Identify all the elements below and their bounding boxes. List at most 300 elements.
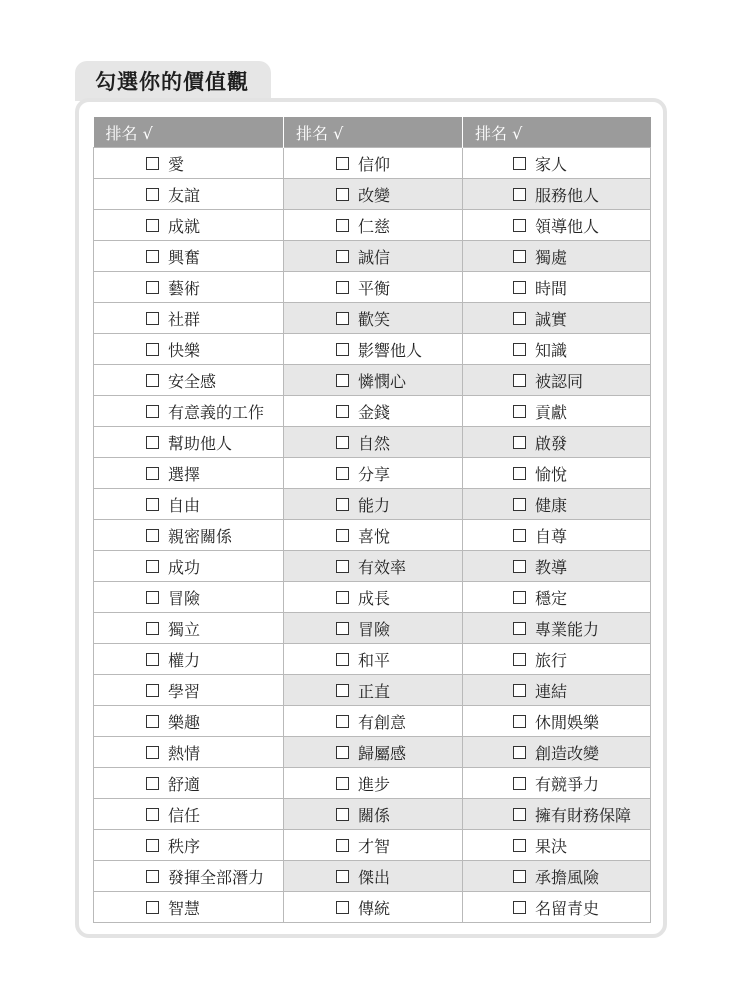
value-item xyxy=(94,613,283,643)
value-item xyxy=(284,241,462,271)
value-label: 被認同 xyxy=(535,371,584,391)
checkbox[interactable] xyxy=(146,436,159,449)
checkbox[interactable] xyxy=(146,839,159,852)
value-label: 進步 xyxy=(358,774,391,794)
checkbox[interactable] xyxy=(146,281,159,294)
value-cell xyxy=(463,489,651,520)
value-cell xyxy=(94,830,284,861)
value-item xyxy=(463,768,650,798)
table-row xyxy=(94,272,651,303)
checkbox[interactable] xyxy=(146,560,159,573)
value-item xyxy=(94,644,283,674)
value-label: 發揮全部潛力 xyxy=(168,867,265,887)
value-item xyxy=(463,520,650,550)
table-row xyxy=(94,768,651,799)
value-cell xyxy=(284,706,463,737)
value-cell xyxy=(463,892,651,923)
value-label: 信仰 xyxy=(358,154,391,174)
checkbox[interactable] xyxy=(336,901,349,914)
value-item xyxy=(94,427,283,457)
value-item xyxy=(94,706,283,736)
value-item xyxy=(284,675,462,705)
value-label: 興奮 xyxy=(168,247,201,267)
table-row xyxy=(94,365,651,396)
value-item xyxy=(284,458,462,488)
value-item xyxy=(463,458,650,488)
checkbox[interactable] xyxy=(146,467,159,480)
value-label: 貢獻 xyxy=(535,402,568,422)
checkbox[interactable] xyxy=(513,374,526,387)
value-cell xyxy=(94,148,284,179)
value-label: 社群 xyxy=(168,309,201,329)
value-item xyxy=(463,241,650,271)
value-cell xyxy=(94,427,284,458)
value-label: 才智 xyxy=(358,836,391,856)
checkbox[interactable] xyxy=(336,312,349,325)
value-label: 友誼 xyxy=(168,185,201,205)
value-label: 果決 xyxy=(535,836,568,856)
table-row xyxy=(94,148,651,179)
value-item xyxy=(94,396,283,426)
value-cell xyxy=(463,613,651,644)
value-label: 快樂 xyxy=(168,340,201,360)
checkbox[interactable] xyxy=(336,560,349,573)
value-cell xyxy=(463,520,651,551)
checkbox[interactable] xyxy=(336,529,349,542)
value-cell xyxy=(284,675,463,706)
value-cell xyxy=(284,830,463,861)
value-label: 名留青史 xyxy=(535,898,600,918)
checkbox[interactable] xyxy=(513,188,526,201)
value-label: 啟發 xyxy=(535,433,568,453)
value-item xyxy=(284,799,462,829)
table-row xyxy=(94,613,651,644)
value-item xyxy=(284,861,462,891)
checkbox[interactable] xyxy=(146,374,159,387)
value-item xyxy=(284,179,462,209)
value-cell xyxy=(94,365,284,396)
checkbox[interactable] xyxy=(336,808,349,821)
checkbox[interactable] xyxy=(336,870,349,883)
value-cell xyxy=(284,582,463,613)
values-table xyxy=(93,117,651,923)
value-item xyxy=(94,582,283,612)
value-cell xyxy=(463,706,651,737)
checkbox[interactable] xyxy=(336,250,349,263)
checkbox[interactable] xyxy=(513,653,526,666)
value-label: 憐憫心 xyxy=(358,371,407,391)
value-label: 幫助他人 xyxy=(168,433,233,453)
table-row xyxy=(94,334,651,365)
value-item xyxy=(463,675,650,705)
value-label: 舒適 xyxy=(168,774,201,794)
value-cell xyxy=(284,861,463,892)
value-label: 影響他人 xyxy=(358,340,423,360)
value-cell xyxy=(284,799,463,830)
checkbox[interactable] xyxy=(146,870,159,883)
value-cell xyxy=(94,675,284,706)
value-item xyxy=(94,272,283,302)
value-item xyxy=(94,520,283,550)
checkbox[interactable] xyxy=(336,777,349,790)
checkbox[interactable] xyxy=(336,591,349,604)
checkbox[interactable] xyxy=(513,591,526,604)
table-row xyxy=(94,489,651,520)
checkbox[interactable] xyxy=(146,312,159,325)
value-cell xyxy=(463,303,651,334)
value-cell xyxy=(284,179,463,210)
checkbox[interactable] xyxy=(513,405,526,418)
value-cell xyxy=(94,210,284,241)
value-item xyxy=(284,892,462,922)
value-label: 教導 xyxy=(535,557,568,577)
page-title: 勾選你的價值觀 xyxy=(95,70,249,94)
value-cell xyxy=(284,737,463,768)
value-cell xyxy=(284,427,463,458)
value-item xyxy=(284,830,462,860)
value-label: 和平 xyxy=(358,650,391,670)
value-label: 獨立 xyxy=(168,619,201,639)
value-cell xyxy=(284,551,463,582)
value-label: 藝術 xyxy=(168,278,201,298)
value-label: 知識 xyxy=(535,340,568,360)
header-row xyxy=(94,117,651,148)
value-cell xyxy=(94,799,284,830)
value-item xyxy=(463,334,650,364)
checkbox[interactable] xyxy=(513,467,526,480)
value-label: 有效率 xyxy=(358,557,407,577)
table-row xyxy=(94,520,651,551)
value-item xyxy=(284,582,462,612)
checkbox[interactable] xyxy=(336,188,349,201)
value-label: 成功 xyxy=(168,557,201,577)
value-item xyxy=(284,551,462,581)
value-label: 有創意 xyxy=(358,712,407,732)
value-item xyxy=(463,861,650,891)
value-label: 冒險 xyxy=(358,619,391,639)
table-row xyxy=(94,892,651,923)
value-item xyxy=(94,489,283,519)
value-item xyxy=(94,861,283,891)
value-label: 喜悅 xyxy=(358,526,391,546)
value-label: 關係 xyxy=(358,805,391,825)
checkbox[interactable] xyxy=(513,808,526,821)
checkbox[interactable] xyxy=(513,343,526,356)
checkbox[interactable] xyxy=(513,622,526,635)
table-row xyxy=(94,303,651,334)
value-label: 健康 xyxy=(535,495,568,515)
value-cell xyxy=(463,551,651,582)
value-label: 旅行 xyxy=(535,650,568,670)
checkbox[interactable] xyxy=(146,684,159,697)
value-cell xyxy=(94,489,284,520)
value-cell xyxy=(463,644,651,675)
table-row xyxy=(94,644,651,675)
value-item xyxy=(284,520,462,550)
value-cell xyxy=(94,303,284,334)
value-cell xyxy=(284,303,463,334)
checkbox[interactable] xyxy=(336,498,349,511)
checkbox[interactable] xyxy=(336,374,349,387)
checkbox[interactable] xyxy=(336,653,349,666)
value-cell xyxy=(284,396,463,427)
value-label: 選擇 xyxy=(168,464,201,484)
value-item xyxy=(284,427,462,457)
value-label: 領導他人 xyxy=(535,216,600,236)
checkbox[interactable] xyxy=(146,250,159,263)
value-cell xyxy=(284,210,463,241)
value-label: 安全感 xyxy=(168,371,217,391)
value-label: 自然 xyxy=(358,433,391,453)
value-label: 愛 xyxy=(168,154,185,174)
value-cell xyxy=(94,861,284,892)
checkbox[interactable] xyxy=(513,870,526,883)
value-item xyxy=(94,365,283,395)
value-cell xyxy=(94,396,284,427)
table-row xyxy=(94,210,651,241)
value-label: 獨處 xyxy=(535,247,568,267)
value-item xyxy=(463,551,650,581)
checkbox[interactable] xyxy=(146,715,159,728)
value-cell xyxy=(463,737,651,768)
value-item xyxy=(463,706,650,736)
value-item xyxy=(463,148,650,178)
value-label: 傑出 xyxy=(358,867,391,887)
table-row xyxy=(94,737,651,768)
value-cell xyxy=(463,365,651,396)
checkbox[interactable] xyxy=(146,343,159,356)
value-cell xyxy=(284,458,463,489)
value-cell xyxy=(94,768,284,799)
value-cell xyxy=(94,458,284,489)
value-item xyxy=(463,489,650,519)
value-cell xyxy=(94,520,284,551)
value-cell xyxy=(463,272,651,303)
checkbox[interactable] xyxy=(336,467,349,480)
value-cell xyxy=(284,148,463,179)
value-item xyxy=(94,179,283,209)
value-item xyxy=(463,427,650,457)
value-label: 創造改變 xyxy=(535,743,600,763)
value-item xyxy=(284,365,462,395)
value-label: 傳統 xyxy=(358,898,391,918)
checkbox[interactable] xyxy=(336,157,349,170)
value-item xyxy=(284,210,462,240)
value-item xyxy=(94,241,283,271)
checkbox[interactable] xyxy=(336,219,349,232)
value-cell xyxy=(284,768,463,799)
value-cell xyxy=(463,799,651,830)
value-item xyxy=(94,334,283,364)
checkbox[interactable] xyxy=(513,715,526,728)
value-item xyxy=(284,148,462,178)
checkbox[interactable] xyxy=(513,777,526,790)
value-cell xyxy=(463,768,651,799)
value-label: 信任 xyxy=(168,805,201,825)
value-item xyxy=(94,737,283,767)
value-item xyxy=(463,644,650,674)
value-item xyxy=(284,396,462,426)
value-item xyxy=(284,272,462,302)
value-label: 學習 xyxy=(168,681,201,701)
value-label: 休閒娛樂 xyxy=(535,712,600,732)
value-item xyxy=(284,303,462,333)
value-cell xyxy=(463,179,651,210)
value-item xyxy=(463,210,650,240)
checkbox[interactable] xyxy=(146,746,159,759)
value-cell xyxy=(94,334,284,365)
checkbox[interactable] xyxy=(146,157,159,170)
value-item xyxy=(94,458,283,488)
checkbox[interactable] xyxy=(336,436,349,449)
value-label: 樂趣 xyxy=(168,712,201,732)
checkbox[interactable] xyxy=(513,839,526,852)
checkbox[interactable] xyxy=(336,715,349,728)
value-cell xyxy=(284,334,463,365)
checkbox[interactable] xyxy=(513,250,526,263)
value-item xyxy=(94,148,283,178)
value-label: 歡笑 xyxy=(358,309,391,329)
value-cell xyxy=(94,892,284,923)
checkbox[interactable] xyxy=(146,219,159,232)
value-cell xyxy=(94,613,284,644)
checkbox[interactable] xyxy=(146,901,159,914)
value-label: 成就 xyxy=(168,216,201,236)
value-cell xyxy=(284,272,463,303)
value-label: 穩定 xyxy=(535,588,568,608)
value-label: 分享 xyxy=(358,464,391,484)
checkbox[interactable] xyxy=(513,529,526,542)
value-label: 金錢 xyxy=(358,402,391,422)
value-label: 權力 xyxy=(168,650,201,670)
value-item xyxy=(284,706,462,736)
value-item xyxy=(94,675,283,705)
value-item xyxy=(284,334,462,364)
checkbox[interactable] xyxy=(146,405,159,418)
value-item xyxy=(94,303,283,333)
checkbox[interactable] xyxy=(146,808,159,821)
value-cell xyxy=(284,520,463,551)
value-label: 能力 xyxy=(358,495,391,515)
value-label: 誠信 xyxy=(358,247,391,267)
value-label: 歸屬感 xyxy=(358,743,407,763)
value-label: 冒險 xyxy=(168,588,201,608)
value-cell xyxy=(463,427,651,458)
value-cell xyxy=(284,241,463,272)
checkbox[interactable] xyxy=(146,622,159,635)
value-label: 改變 xyxy=(358,185,391,205)
checkbox[interactable] xyxy=(513,157,526,170)
value-item xyxy=(463,892,650,922)
value-label: 承擔風險 xyxy=(535,867,600,887)
checkbox[interactable] xyxy=(146,653,159,666)
checkbox[interactable] xyxy=(513,281,526,294)
checkbox[interactable] xyxy=(146,498,159,511)
value-cell xyxy=(463,334,651,365)
value-label: 自由 xyxy=(168,495,201,515)
value-label: 有競爭力 xyxy=(535,774,600,794)
value-label: 有意義的工作 xyxy=(168,402,265,422)
value-cell xyxy=(284,489,463,520)
value-cell xyxy=(94,737,284,768)
value-cell xyxy=(94,551,284,582)
value-item xyxy=(463,303,650,333)
table-row xyxy=(94,458,651,489)
value-label: 成長 xyxy=(358,588,391,608)
checkbox[interactable] xyxy=(513,901,526,914)
value-cell xyxy=(463,241,651,272)
value-cell xyxy=(463,210,651,241)
column-header-rank: 排名 √ xyxy=(94,117,284,148)
value-item xyxy=(463,272,650,302)
value-item xyxy=(284,768,462,798)
checkbox[interactable] xyxy=(513,684,526,697)
value-cell xyxy=(284,613,463,644)
table-row xyxy=(94,675,651,706)
checkbox[interactable] xyxy=(146,529,159,542)
value-cell xyxy=(94,272,284,303)
value-label: 熱情 xyxy=(168,743,201,763)
value-item xyxy=(94,830,283,860)
table-row xyxy=(94,861,651,892)
value-cell xyxy=(94,706,284,737)
checkbox[interactable] xyxy=(336,839,349,852)
value-cell xyxy=(284,892,463,923)
table-row xyxy=(94,830,651,861)
value-item xyxy=(94,210,283,240)
value-label: 正直 xyxy=(358,681,391,701)
value-item xyxy=(284,644,462,674)
value-cell xyxy=(94,644,284,675)
checkbox[interactable] xyxy=(146,777,159,790)
checkbox[interactable] xyxy=(336,343,349,356)
value-item xyxy=(284,737,462,767)
checkbox[interactable] xyxy=(146,591,159,604)
table-row xyxy=(94,179,651,210)
value-label: 時間 xyxy=(535,278,568,298)
value-cell xyxy=(463,830,651,861)
checkbox[interactable] xyxy=(513,560,526,573)
value-label: 愉悅 xyxy=(535,464,568,484)
checkbox[interactable] xyxy=(513,498,526,511)
checkbox[interactable] xyxy=(146,188,159,201)
checkbox[interactable] xyxy=(513,312,526,325)
checkbox[interactable] xyxy=(513,219,526,232)
value-cell xyxy=(94,179,284,210)
value-label: 專業能力 xyxy=(535,619,600,639)
checkbox[interactable] xyxy=(336,622,349,635)
value-cell xyxy=(94,582,284,613)
column-header-rank: 排名 √ xyxy=(463,117,651,148)
checkbox[interactable] xyxy=(336,684,349,697)
value-cell xyxy=(463,458,651,489)
value-item xyxy=(463,737,650,767)
value-item xyxy=(463,179,650,209)
table-row xyxy=(94,582,651,613)
value-cell xyxy=(463,675,651,706)
checkbox[interactable] xyxy=(513,746,526,759)
value-cell xyxy=(463,396,651,427)
table-row xyxy=(94,396,651,427)
value-label: 仁慈 xyxy=(358,216,391,236)
value-item xyxy=(463,365,650,395)
checkbox[interactable] xyxy=(336,281,349,294)
checkbox[interactable] xyxy=(336,746,349,759)
value-cell xyxy=(463,148,651,179)
checkbox[interactable] xyxy=(336,405,349,418)
value-label: 家人 xyxy=(535,154,568,174)
checkbox[interactable] xyxy=(513,436,526,449)
